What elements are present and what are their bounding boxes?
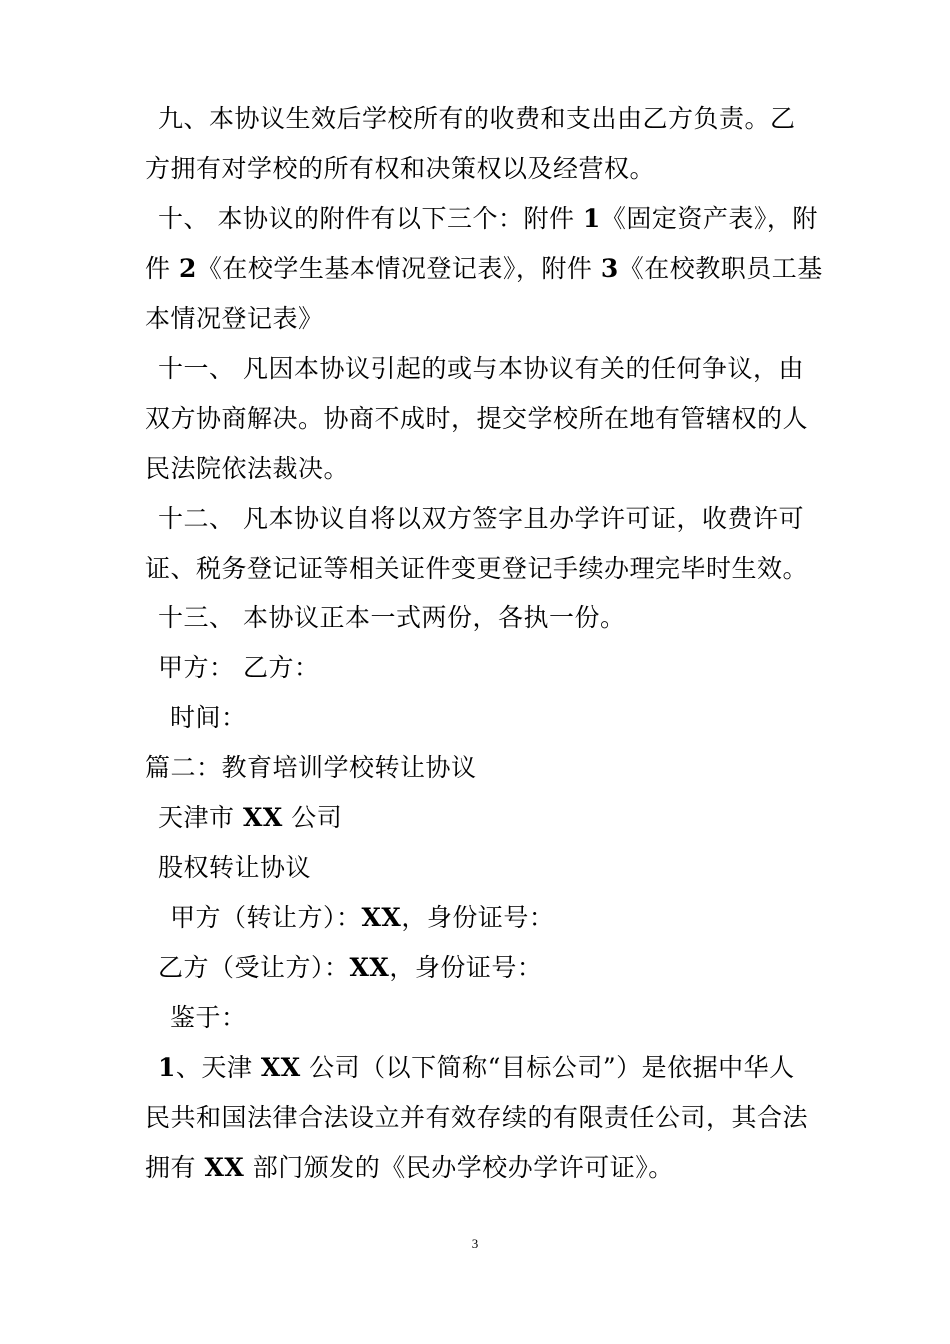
text-line (145, 554, 815, 584)
text-segment: XX (260, 1053, 301, 1082)
text-line (145, 1103, 815, 1133)
text-segment: 公司 (282, 803, 343, 832)
text-line (145, 154, 815, 184)
text-segment: 篇二：教育培训学校转让协议 (145, 753, 477, 782)
text-line (158, 504, 828, 534)
text-segment: 证、税务登记证等相关证件变更登记手续办理完毕时生效。 (145, 554, 809, 583)
text-segment: 《在校教职员工基 (618, 254, 823, 283)
text-line (158, 354, 828, 384)
text-segment: 甲方： 乙方： (158, 653, 320, 682)
text-line (158, 953, 828, 983)
text-line (158, 653, 828, 683)
text-line (158, 853, 828, 883)
text-segment: 拥有 (145, 1153, 205, 1182)
text-line (158, 204, 828, 234)
text-segment: 2 (178, 254, 197, 283)
text-segment: 鉴于： (170, 1003, 247, 1032)
text-segment: 公司（以下简称“目标公司”）是依据中华人 (300, 1053, 795, 1082)
text-segment: 件 (145, 254, 179, 283)
text-line (145, 454, 815, 484)
text-segment: 股权转让协议 (158, 853, 312, 882)
text-segment: 乙方（受让方）： (158, 953, 350, 982)
text-segment: 《固定资产表》，附 (600, 204, 818, 233)
text-segment: 民法院依法裁决。 (145, 454, 350, 483)
text-line (145, 404, 815, 434)
text-line (145, 1153, 815, 1183)
text-line (158, 1053, 828, 1083)
page-number: 3 (471, 1236, 479, 1251)
text-segment: 十三、 本协议正本一式两份，各执一份。 (158, 603, 626, 632)
text-segment: ，身份证号： (401, 903, 555, 932)
text-line (145, 753, 815, 783)
text-segment: XX (349, 953, 390, 982)
text-segment: 甲方（转让方）： (170, 903, 362, 932)
text-segment: 方拥有对学校的所有权和决策权以及经营权。 (145, 154, 656, 183)
text-segment: 1 (158, 1053, 176, 1082)
text-line (170, 903, 840, 933)
text-line (145, 304, 815, 334)
text-segment: 本情况登记表》 (145, 304, 324, 333)
text-segment: 1 (582, 204, 601, 233)
text-segment: 十、 本协议的附件有以下三个：附件 (158, 204, 583, 233)
text-segment: 天津市 (158, 803, 243, 832)
text-line (170, 703, 840, 733)
text-line (145, 254, 823, 284)
text-segment: 部门颁发的《民办学校办学许可证》。 (244, 1153, 674, 1182)
text-line (158, 803, 828, 833)
text-segment: XX (204, 1153, 245, 1182)
text-segment: ，身份证号： (389, 953, 543, 982)
text-line (158, 104, 828, 134)
text-segment: 双方协商解决。协商不成时，提交学校所在地有管辖权的人 (145, 404, 809, 433)
text-segment: 十一、 凡因本协议引起的或与本协议有关的任何争议，由 (158, 354, 804, 383)
text-segment: 时间： (170, 703, 247, 732)
text-segment: 民共和国法律合法设立并有效存续的有限责任公司，其合法 (145, 1103, 809, 1132)
text-segment: 3 (600, 254, 619, 283)
text-segment: 、天津 (175, 1053, 261, 1082)
text-segment: 十二、 凡本协议自将以双方签字且办学许可证，收费许可 (158, 504, 804, 533)
text-line (158, 603, 828, 633)
text-segment: XX (361, 903, 402, 932)
text-line (170, 1003, 840, 1033)
text-segment: XX (242, 803, 283, 832)
text-segment: 九、本协议生效后学校所有的收费和支出由乙方负责。乙 (158, 104, 796, 133)
text-segment: 《在校学生基本情况登记表》，附件 (196, 254, 601, 283)
